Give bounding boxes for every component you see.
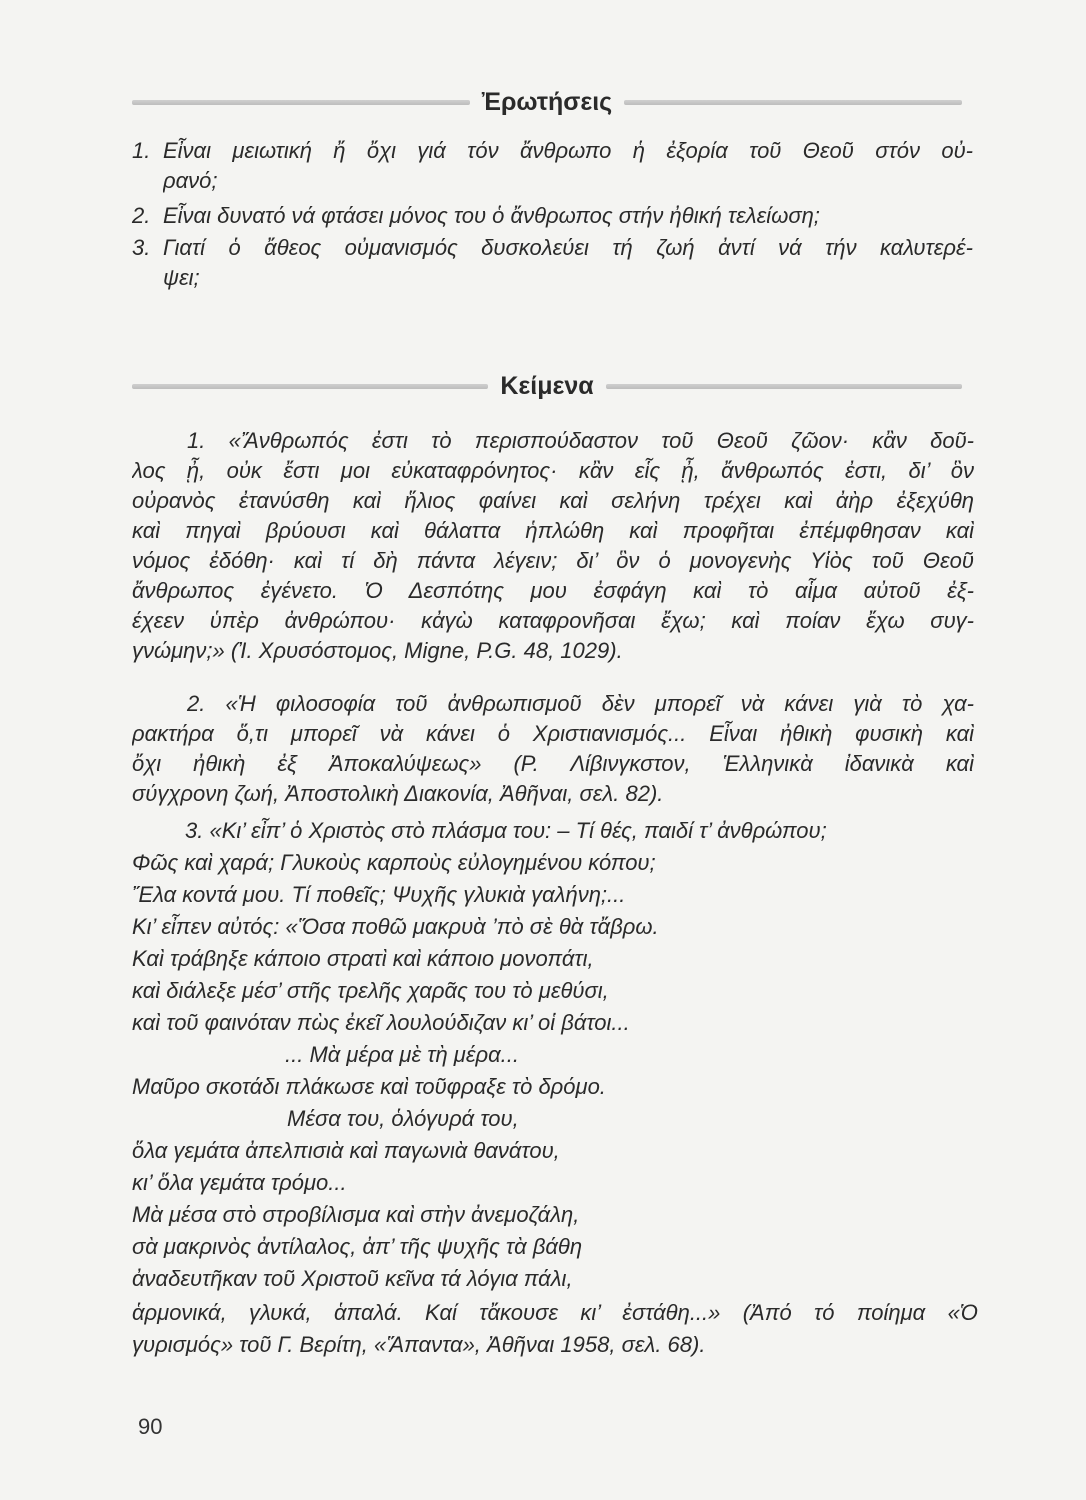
text-3-line: Φῶς καὶ χαρά; Γλυκοὺς καρποὺς εὐλογημένου κόπου; [132, 850, 656, 875]
text-3-line: καὶ διάλεξε μέσ’ στῆς τρελῆς χαρᾶς του τὸ μεθύσι, [132, 978, 609, 1003]
texts-section-header [132, 366, 962, 406]
text-2-line: ὄχι ἠθικὴ ἐξ Ἀποκαλύψεως» (Ρ. Λίβινγκστον, Ἑλληνικὰ ἰδανικὰ καὶ [132, 751, 974, 776]
text-3-citation [132, 1298, 978, 1360]
text-3-line: 3. «Κι’ εἶπ’ ὁ Χριστὸς στὸ πλάσμα του: – Τί θές, παιδί τ’ ἀνθρώπου; [185, 818, 827, 843]
text-3-line: Ἔλα κοντά μου. Τί ποθεῖς; Ψυχῆς γλυκιὰ γαλήνη;... [132, 882, 626, 907]
question-3-line-1: Γιατί ὁ ἄθεος οὐμανισμός δυσκολεύει τή ζωή ἀντί νά τήν καλυτερέ- [163, 235, 973, 260]
text-1-line: λος ᾖ, οὐκ ἔστι μοι εὐκαταφρόνητος· κἂν εἷς ᾖ, ἄνθρωπός ἐστι, δι’ ὃν [132, 458, 974, 483]
text-1-line: καὶ πηγαὶ βρύουσι καὶ θάλαττα ἡπλώθη καὶ προφῆται ἐπέμφθησαν καὶ [132, 518, 974, 543]
text-2-line: σύγχρονη ζωή, Ἀποστολικὴ Διακονία, Ἀθῆναι, σελ. 82). [132, 781, 664, 806]
header-rule-left [132, 100, 470, 105]
questions-title: Ἐρωτήσεις [481, 87, 613, 116]
question-1-line-2: ρανό; [163, 168, 218, 193]
text-1-line: ἄνθρωπος ἐγένετο. Ὁ Δεσπότης μου ἐσφάγη καὶ τὸ αἷμα αὐτοῦ ἐξ- [132, 578, 974, 603]
text-3-line: σὰ μακρινὸς ἀντίλαλος, ἀπ’ τῆς ψυχῆς τὰ βάθη [132, 1234, 583, 1259]
question-1-number: 1. [132, 138, 151, 163]
text-3-line: κι’ ὅλα γεμάτα τρόμο... [132, 1170, 347, 1195]
text-2 [132, 689, 974, 809]
text-1-line: 1. «Ἄνθρωπός ἐστι τὸ περισπούδαστον τοῦ Θεοῦ ζῶον· κἂν δοῦ- [187, 428, 974, 453]
text-1-line: νόμος ἐδόθη· καὶ τί δὴ πάντα λέγειν; δι’ ὃν ὁ μονογενὴς Υἱὸς τοῦ Θεοῦ [132, 548, 974, 573]
text-1-line: οὐρανὸς ἐτανύσθη καὶ ἥλιος φαίνει καὶ σελήνη τρέχει καὶ ἀὴρ ἐξεχύθη [132, 488, 974, 513]
text-2-line: 2. «Ἡ φιλοσοφία τοῦ ἀνθρωπισμοῦ δὲν μπορεῖ νὰ κάνει γιὰ τὸ χα- [187, 691, 974, 716]
text-3-line: Καὶ τράβηξε κάποιο στρατὶ καὶ κάποιο μονοπάτι, [132, 946, 594, 971]
question-3-number: 3. [132, 235, 151, 260]
question-3-line-2: ψει; [163, 265, 200, 290]
question-1-line-1: Εἶναι μειωτική ἤ ὄχι γιά τόν ἄνθρωπο ἡ ἐξορία τοῦ Θεοῦ στόν οὐ- [163, 138, 973, 163]
header-rule-left [132, 384, 488, 389]
text-3-citation-line: γυρισμός» τοῦ Γ. Βερίτη, «Ἅπαντα», Ἀθῆναι 1958, σελ. 68). [132, 1332, 706, 1357]
text-3-line: ἀναδευτῆκαν τοῦ Χριστοῦ κεῖνα τά λόγια πάλι, [132, 1266, 573, 1291]
question-3 [163, 233, 973, 293]
question-2-number: 2. [132, 203, 151, 228]
text-3-line: Μέσα του, ὁλόγυρά του, [287, 1106, 519, 1131]
text-2-line: ρακτήρα ὅ,τι μπορεῖ νὰ κάνει ὁ Χριστιανισμός... Εἶναι ἠθικὴ φυσικὴ καὶ [132, 721, 974, 746]
text-3-line: ... Μὰ μέρα μὲ τὴ μέρα... [285, 1042, 520, 1067]
text-3-line: ὅλα γεμάτα ἀπελπισιὰ καὶ παγωνιὰ θανάτου, [132, 1138, 560, 1163]
questions-section-header [132, 82, 962, 122]
question-2-line-1: Εἶναι δυνατό νά φτάσει μόνος του ὁ ἄνθρωπος στήν ἠθική τελείωση; [163, 203, 820, 228]
text-3-line: Κι’ εἶπεν αὐτός: «Ὅσα ποθῶ μακρυὰ ’πὸ σὲ θὰ τἄβρω. [132, 914, 659, 939]
text-3-citation-line: ἁρμονικά, γλυκά, ἁπαλά. Καί τἄκουσε κι’ ἐστάθη...» (Ἀπό τό ποίημα «Ὁ [132, 1300, 978, 1325]
texts-title: Κείμενα [500, 371, 594, 400]
text-3-line: Μὰ μέσα στὸ στροβίλισμα καὶ στὴν ἀνεμοζάλη, [132, 1202, 580, 1227]
text-3-line: Μαῦρο σκοτάδι πλάκωσε καὶ τοῦφραξε τὸ δρόμο. [132, 1074, 606, 1099]
text-1-line: γνώμην;» (Ἰ. Χρυσόστομος, Migne, P.G. 48, 1029). [132, 638, 623, 663]
page-number: 90 [138, 1414, 163, 1439]
text-3-line: καὶ τοῦ φαινόταν πὼς ἐκεῖ λουλούδιζαν κι’ οἱ βάτοι... [132, 1010, 630, 1035]
question-1 [163, 136, 973, 196]
header-rule-right [606, 384, 962, 389]
text-1-line: έχεεν ὑπὲρ ἀνθρώπου· κἀγὼ καταφρονῆσαι ἔχω; καὶ ποίαν ἔχω συγ- [132, 608, 974, 633]
text-1 [132, 426, 974, 666]
header-rule-right [624, 100, 962, 105]
question-2 [163, 201, 983, 231]
